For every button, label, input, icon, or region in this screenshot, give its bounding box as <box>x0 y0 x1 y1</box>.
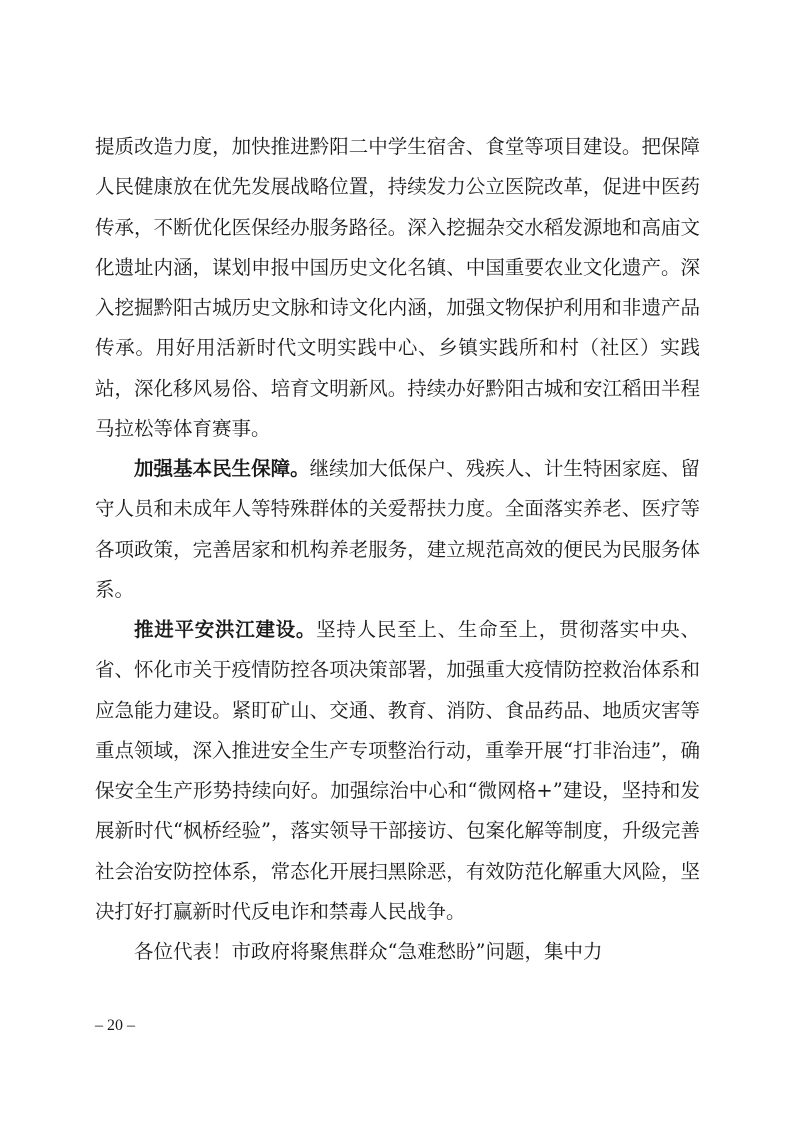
body-text <box>95 127 700 972</box>
paragraph-heading: 推进平安洪江建设。 <box>134 618 317 641</box>
paragraph-safety <box>95 610 700 932</box>
paragraph-text: 坚持人民至上、生命至上，贯彻落实中央、省、怀化市关于疫情防控各项决策部署，加强重大疫情防控救治体系和应急能力建设。紧盯矿山、交通、教育、消防、食品药品、地质灾害等重点领域，深入推进安全生产专项整治行动，重拳开展“打非治违”，确保安全生产形势持续向好。加强综治中心和“微网格+”建设，坚持和发展新时代“枫桥经验”，落实领导干部接访、包案化解等制度，升级完善社会治安防控体系，常态化开展扫黑除恶，有效防范化解重大风险，坚决打好打赢新时代反电诈和禁毒人民战争。 <box>95 618 700 923</box>
paragraph-text: 继续加大低保户、残疾人、计生特困家庭、留守人员和未成年人等特殊群体的关爱帮扶力度。全面落实养老、医疗等各项政策，完善居家和机构养老服务，建立规范高效的便民为民服务体系。 <box>95 457 700 601</box>
paragraph-continuation <box>95 127 700 449</box>
page-number: – 20 – <box>95 1017 135 1034</box>
paragraph-closing <box>95 932 700 972</box>
paragraph-livelihood <box>95 449 700 610</box>
paragraph-text: 提质改造力度，加快推进黔阳二中学生宿舍、食堂等项目建设。把保障人民健康放在优先发展战略位置，持续发力公立医院改革，促进中医药传承，不断优化医保经办服务路径。深入挖掘杂交水稻发源地和高庙文化遗址内涵，谋划申报中国历史文化名镇、中国重要农业文化遗产。深入挖掘黔阳古城历史文脉和诗文化内涵，加强文物保护利用和非遗产品传承。用好用活新时代文明实践中心、乡镇实践所和村（社区）实践站，深化移风易俗、培育文明新风。持续办好黔阳古城和安江稻田半程马拉松等体育赛事。 <box>95 135 700 440</box>
paragraph-heading: 加强基本民生保障。 <box>134 457 310 480</box>
paragraph-text: 各位代表！市政府将聚焦群众“急难愁盼”问题，集中力 <box>134 940 603 963</box>
